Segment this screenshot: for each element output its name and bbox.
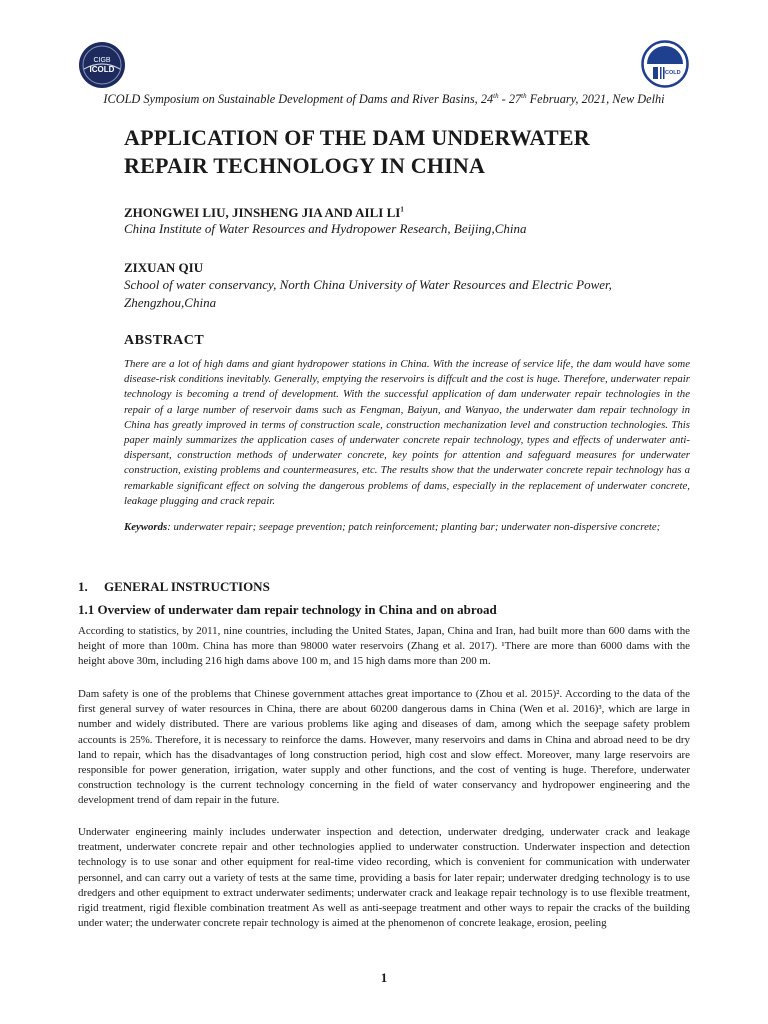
author-footnote-marker: 1 [400, 205, 404, 214]
section-1-title: GENERAL INSTRUCTIONS [104, 579, 270, 594]
title-line-2: REPAIR TECHNOLOGY IN CHINA [124, 153, 486, 178]
section-1-heading [78, 579, 270, 595]
icold-logo [641, 40, 689, 88]
author-group-1 [124, 205, 404, 221]
conference-line: ICOLD Symposium on Sustainable Development of Dams and River Basins, 24th - 27th February, 2021, New Delhi [103, 91, 665, 106]
cigb-icold-logo [78, 41, 126, 89]
affiliation-1: China Institute of Water Resources and Hydropower Research, Beijing,China [124, 221, 527, 236]
paper-title [124, 124, 684, 180]
affiliation-2: School of water conservancy, North China University of Water Resources and Electric Power, Zhengzhou,China [124, 277, 612, 310]
svg-text:CIGB: CIGB [93, 57, 111, 64]
keywords-label: Keywords [124, 521, 168, 533]
author-group-2: ZIXUAN QIU [124, 260, 204, 275]
paragraph-1: According to statistics, by 2011, nine countries, including the United States, Japan, China and Iran, had built more than 600 dams with the height of more than 100m. China has more than 98000 water reservoirs (Zhang et al. 2017). ¹There are more than 6000 dams with the height above 30m, including 216 high dams above 100 m, and 15 high dams more than 200 m. [78, 625, 690, 668]
section-1-number: 1. [78, 579, 88, 594]
svg-text:ICOLD: ICOLD [663, 70, 681, 76]
paragraph-3: Underwater engineering mainly includes underwater inspection and detection, underwater dredging, underwater crack and leakage treatment, underwater concrete repair and other technologies applied to underwater construction. Underwater inspection and detection technology is to use sonar and other equipment for real-time video recording, which is convenient for communication with underwater personnel, and can carry out a variety of tests at the same time, providing a basis for later repair; underwater dredging technology is to use dredgers and other equipment to extract underwater sediments; underwater crack and leakage repair technology is to use flexible treatment, rigid treatment, rigid flexible combination treatment As well as anti-seepage treatment and other ways to repair the cracks of the building under water; the underwater concrete repair technology is aimed at the phenomenon of concrete leakage, erosion, peeling [78, 826, 690, 930]
author-names: ZHONGWEI LIU, JINSHENG JIA AND AILI LI [124, 205, 401, 220]
keywords [124, 520, 690, 535]
svg-text:ICOLD: ICOLD [89, 65, 115, 74]
abstract-text: There are a lot of high dams and giant hydropower stations in China. With the increase of service life, the dam would have some disease-risk conditions inevitably. Generally, emptying the reservoirs is diffcult and the cost is huge. Therefore, underwater repair technology is becoming a trend of development. With the successful application of dam underwater repair technologies in the repair of a large number of reservoir dams such as Fengman, Baiyun, and Wanyao, the underwater dam repair technology in China has greatly improved in terms of construction scale, construction mechanization level and construction technologies. This paper mainly summarizes the application cases of underwater concrete repair technology, types and effects of underwater anti-dispersant, construction methods of underwater concrete, key points for attention and safeguard measures for underwater construction, existing problems and countermeasures, etc. The results show that the underwater concrete repair technology has a remarkable significant effect on solving the dangerous problems of dams, especially in the replacement of underwater concrete, leakage plugging and crack repair. [124, 358, 690, 507]
paragraph-2: Dam safety is one of the problems that Chinese government attaches great importance to (Zhou et al. 2015)². According to the data of the first general survey of water resources in China, there are about 60200 dangerous dams in China (Wen et al. 2016)³, which are large in number and widely distributed. There are various problems like aging and diseases of dam, among which the seepage safety problem accounts is 25%. Therefore, it is necessary to reinforce the dams. However, many reservoirs and dams in China and abroad need to be dry land to repair, which has the disadvantages of long construction period, high cost and slow effect. Moreover, many large reservoirs are responsible for power generation, irrigation, water supply and other functions, and the cost of venting is huge. Therefore, underwater construction technology is the current technology concerning in the field of water conservancy and hydropower engineering and the development trend of dam repair in the future. [78, 688, 690, 807]
section-1-1-heading: 1.1 Overview of underwater dam repair technology in China and on abroad [78, 602, 497, 617]
title-line-1: APPLICATION OF THE DAM UNDERWATER [124, 125, 590, 150]
abstract-heading: ABSTRACT [124, 333, 205, 348]
page-number: 1 [380, 970, 388, 985]
keywords-text: : underwater repair; seepage prevention; patch reinforcement; planting bar; underwater non-dispersive concrete; [167, 521, 661, 533]
